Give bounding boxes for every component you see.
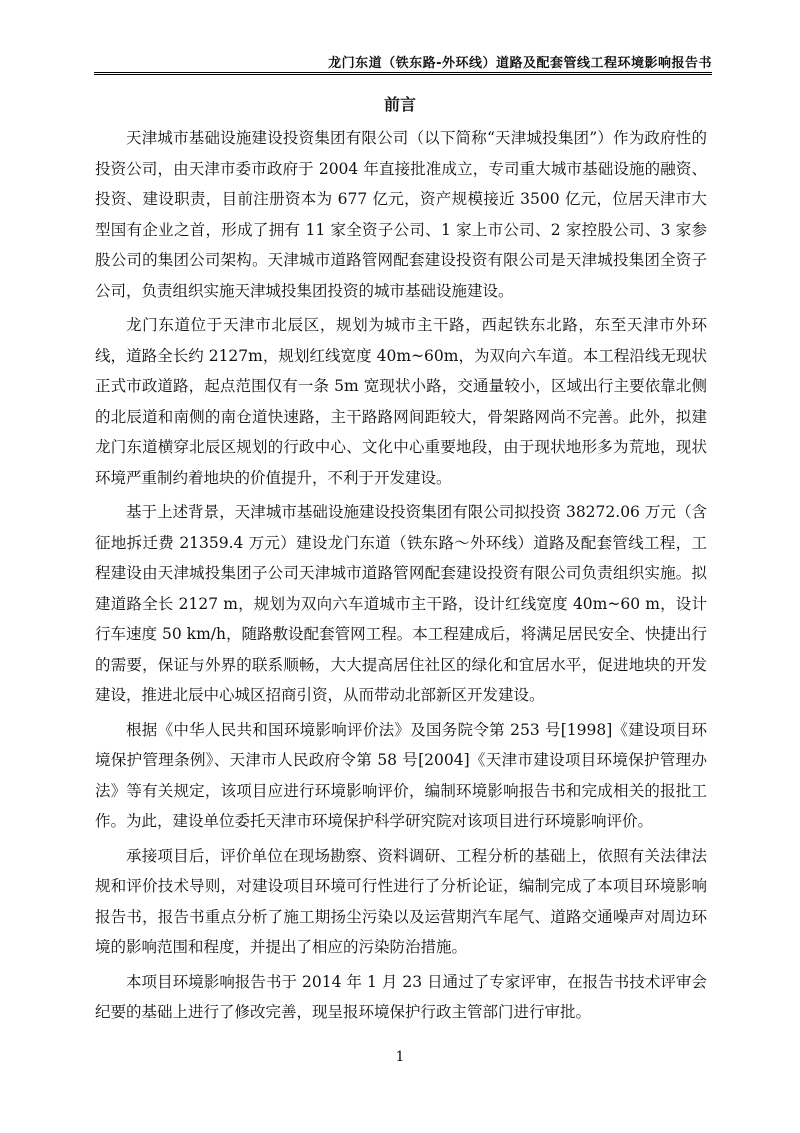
page-number: 1: [395, 1049, 405, 1065]
running-header: 龙门东道（铁东路-外环线）道路及配套管线工程环境影响报告书: [328, 56, 712, 71]
paragraph: 本项目环境影响报告书于 2014 年 1 月 23 日通过了专家评审，在报告书技术评审会纪要的基础上进行了修改完善，现呈报环境保护行政主管部门进行审批。: [95, 972, 707, 1021]
paragraph: 龙门东道位于天津市北辰区，规划为城市主干路，西起铁东北路，东至天津市外环线，道路全长约 2127m，规划红线宽度 40m~60m，为双向六车道。本工程沿线无现状正式市政道路，起点范围仅有一条 5m 宽现状小路，交通量较小，区域出行主要依靠北侧的北辰道和南侧的南仓道快速路，主干路路网间距较大，骨架路网尚不完善。此外，拟建龙门东道横穿北辰区规划的行政中心、文化中心重要地段，由于现状地形多为荒地，现状环境严重制约着地块的价值提升，不利于开发建设。: [95, 316, 707, 487]
paragraph: 基于上述背景，天津城市基础设施建设投资集团有限公司拟投资 38272.06 万元（含征地拆迁费 21359.4 万元）建设龙门东道（铁东路～外环线）道路及配套管线工程，工程建设由天津城投集团子公司天津城市道路管网配套建设投资有限公司负责组织实施。拟建道路全长 2127 m，规划为双向六车道城市主干路，设计红线宽度 40m~60 m，设计行车速度 50 km/h，随路敷设配套管网工程。本工程建成后，将满足居民安全、快捷出行的需要，保证与外界的联系顺畅，大大提高居住社区的绿化和宜居水平，促进地块的开发建设，推进北辰中心城区招商引资，从而带动北部新区开发建设。: [95, 503, 707, 704]
paragraph: 承接项目后，评价单位在现场勘察、资料调研、工程分析的基础上，依照有关法律法规和评价技术导则，对建设项目环境可行性进行了分析论证，编制完成了本项目环境影响报告书，报告书重点分析了施工期扬尘污染以及运营期汽车尾气、道路交通噪声对周边环境的影响范围和程度，并提出了相应的污染防治措施。: [95, 846, 707, 956]
paragraph: 天津城市基础设施建设投资集团有限公司（以下简称“天津城投集团”）作为政府性的投资公司，由天津市委市政府于 2004 年直接批准成立，专司重大城市基础设施的融资、投资、建设职责，目前注册资本为 677 亿元，资产规模接近 3500 亿元，位居天津市大型国有企业之首，形成了拥有 11 家全资子公司、1 家上市公司、2 家控股公司、3 家参股公司的集团公司架构。天津城市道路管网配套建设投资有限公司是天津城投集团全资子公司，负责组织实施天津城投集团投资的城市基础设施建设。: [95, 129, 707, 300]
paragraph: 根据《中华人民共和国环境影响评价法》及国务院令第 253 号[1998]《建设项目环境保护管理条例》、天津市人民政府令第 58 号[2004]《天津市建设项目环境保护管理办法》等有关规定，该项目应进行环境影响评价，编制环境影响报告书和完成相关的报批工作。为此，建设单位委托天津市环境保护科学研究院对该项目进行环境影响评价。: [95, 720, 707, 830]
section-heading: 前言: [383, 95, 416, 114]
header-rule-double: [94, 74, 712, 75]
body-text: [95, 123, 707, 1032]
header-rule: [94, 72, 712, 73]
